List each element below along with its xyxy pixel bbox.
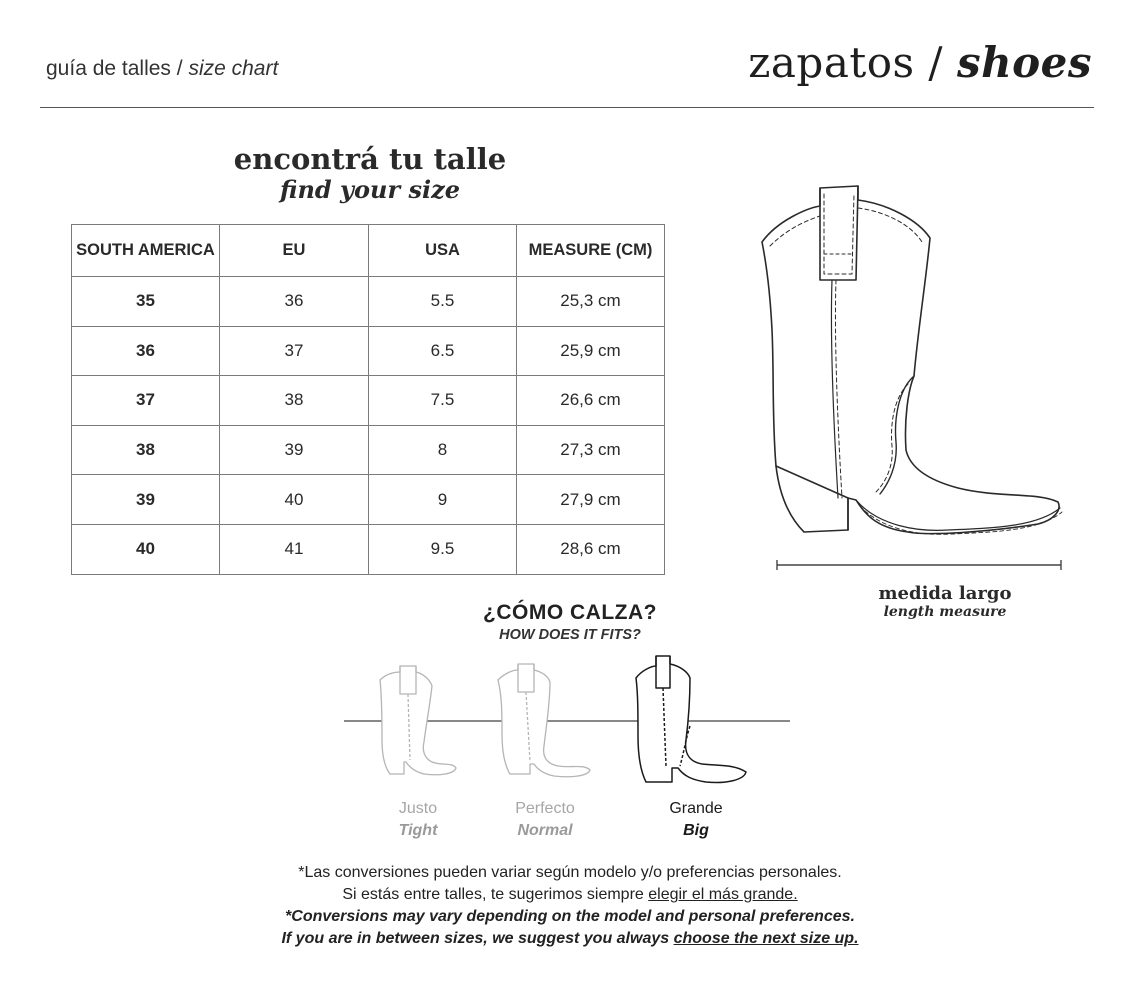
cell-south-america: 38 [72, 425, 220, 475]
cell-south-america: 35 [72, 277, 220, 327]
fit-big-label-en: Big [683, 822, 709, 839]
footnote-line-4-emphasis: choose the next size up. [673, 930, 859, 947]
length-measure-line [776, 560, 1062, 570]
table-header-row [72, 225, 665, 277]
size-table [71, 224, 665, 575]
cell-measure: 26,6 cm [517, 376, 665, 426]
cell-eu: 41 [220, 524, 369, 574]
cell-usa: 9.5 [369, 524, 517, 574]
fit-boot-normal-icon [484, 654, 604, 788]
cowboy-boot-illustration [748, 180, 1078, 550]
table-row [72, 475, 665, 525]
cell-south-america: 40 [72, 524, 220, 574]
header-left-en: size chart [188, 57, 279, 80]
col-header-measure: MEASURE (CM) [517, 225, 665, 277]
header-left-es: guía de talles / [46, 57, 183, 80]
cell-south-america: 37 [72, 376, 220, 426]
cell-measure: 27,9 cm [517, 475, 665, 525]
fit-tight-label-es: Justo [398, 800, 438, 817]
footnote-line-4 [160, 928, 980, 950]
cell-usa: 5.5 [369, 277, 517, 327]
fit-boot-big-icon [630, 654, 750, 788]
fit-boot-tight-icon [360, 654, 480, 788]
fit-normal-label-en: Normal [517, 822, 573, 839]
footnote-line-1: *Las conversiones pueden variar según modelo y/o preferencias personales. [298, 864, 842, 881]
header-category-title [748, 38, 1092, 87]
fit-normal-label-es: Perfecto [515, 800, 575, 817]
footnote-line-4-text: If you are in between sizes, we suggest you always [281, 930, 674, 947]
fit-option-big [636, 798, 756, 842]
cell-usa: 8 [369, 425, 517, 475]
table-row [72, 277, 665, 327]
table-row [72, 524, 665, 574]
table-row [72, 425, 665, 475]
fit-big-label-es: Grande [669, 800, 723, 817]
cell-usa: 6.5 [369, 326, 517, 376]
fit-option-tight [358, 798, 478, 842]
table-row [72, 376, 665, 426]
fit-tight-label-en: Tight [398, 822, 438, 839]
find-size-title-es: encontrá tu talle [233, 142, 507, 176]
measure-label-es: medida largo [878, 583, 1012, 604]
fit-option-normal [485, 798, 605, 842]
measure-label-en: length measure [883, 604, 1007, 620]
col-header-south-america: SOUTH AMERICA [72, 225, 220, 277]
cell-usa: 9 [369, 475, 517, 525]
cell-usa: 7.5 [369, 376, 517, 426]
cell-measure: 25,9 cm [517, 326, 665, 376]
cell-eu: 36 [220, 277, 369, 327]
header-right-es: zapatos / [748, 38, 944, 87]
footnote-line-2-text: Si estás entre talles, te sugerimos siempre [342, 886, 649, 903]
cell-eu: 40 [220, 475, 369, 525]
table-row [72, 326, 665, 376]
cell-eu: 37 [220, 326, 369, 376]
header-divider [40, 107, 1094, 108]
cell-measure: 28,6 cm [517, 524, 665, 574]
cell-measure: 25,3 cm [517, 277, 665, 327]
col-header-usa: USA [369, 225, 517, 277]
footnote-line-3: *Conversions may vary depending on the model and personal preferences. [285, 908, 855, 925]
find-size-heading [200, 142, 540, 204]
col-header-eu: EU [220, 225, 369, 277]
cell-south-america: 36 [72, 326, 220, 376]
footnote-line-2 [160, 884, 980, 906]
cell-eu: 39 [220, 425, 369, 475]
find-size-title-en: find your size [280, 175, 460, 204]
footnote [160, 862, 980, 950]
footnote-line-2-emphasis: elegir el más grande. [648, 886, 798, 903]
header-right-en: shoes [956, 38, 1092, 87]
fit-heading [420, 600, 720, 644]
cell-south-america: 39 [72, 475, 220, 525]
length-measure-label [840, 584, 1050, 620]
cell-measure: 27,3 cm [517, 425, 665, 475]
cell-eu: 38 [220, 376, 369, 426]
fit-title-en: HOW DOES IT FITS? [499, 627, 641, 643]
header-size-chart-label [46, 57, 278, 81]
fit-title-es: ¿CÓMO CALZA? [483, 601, 657, 624]
